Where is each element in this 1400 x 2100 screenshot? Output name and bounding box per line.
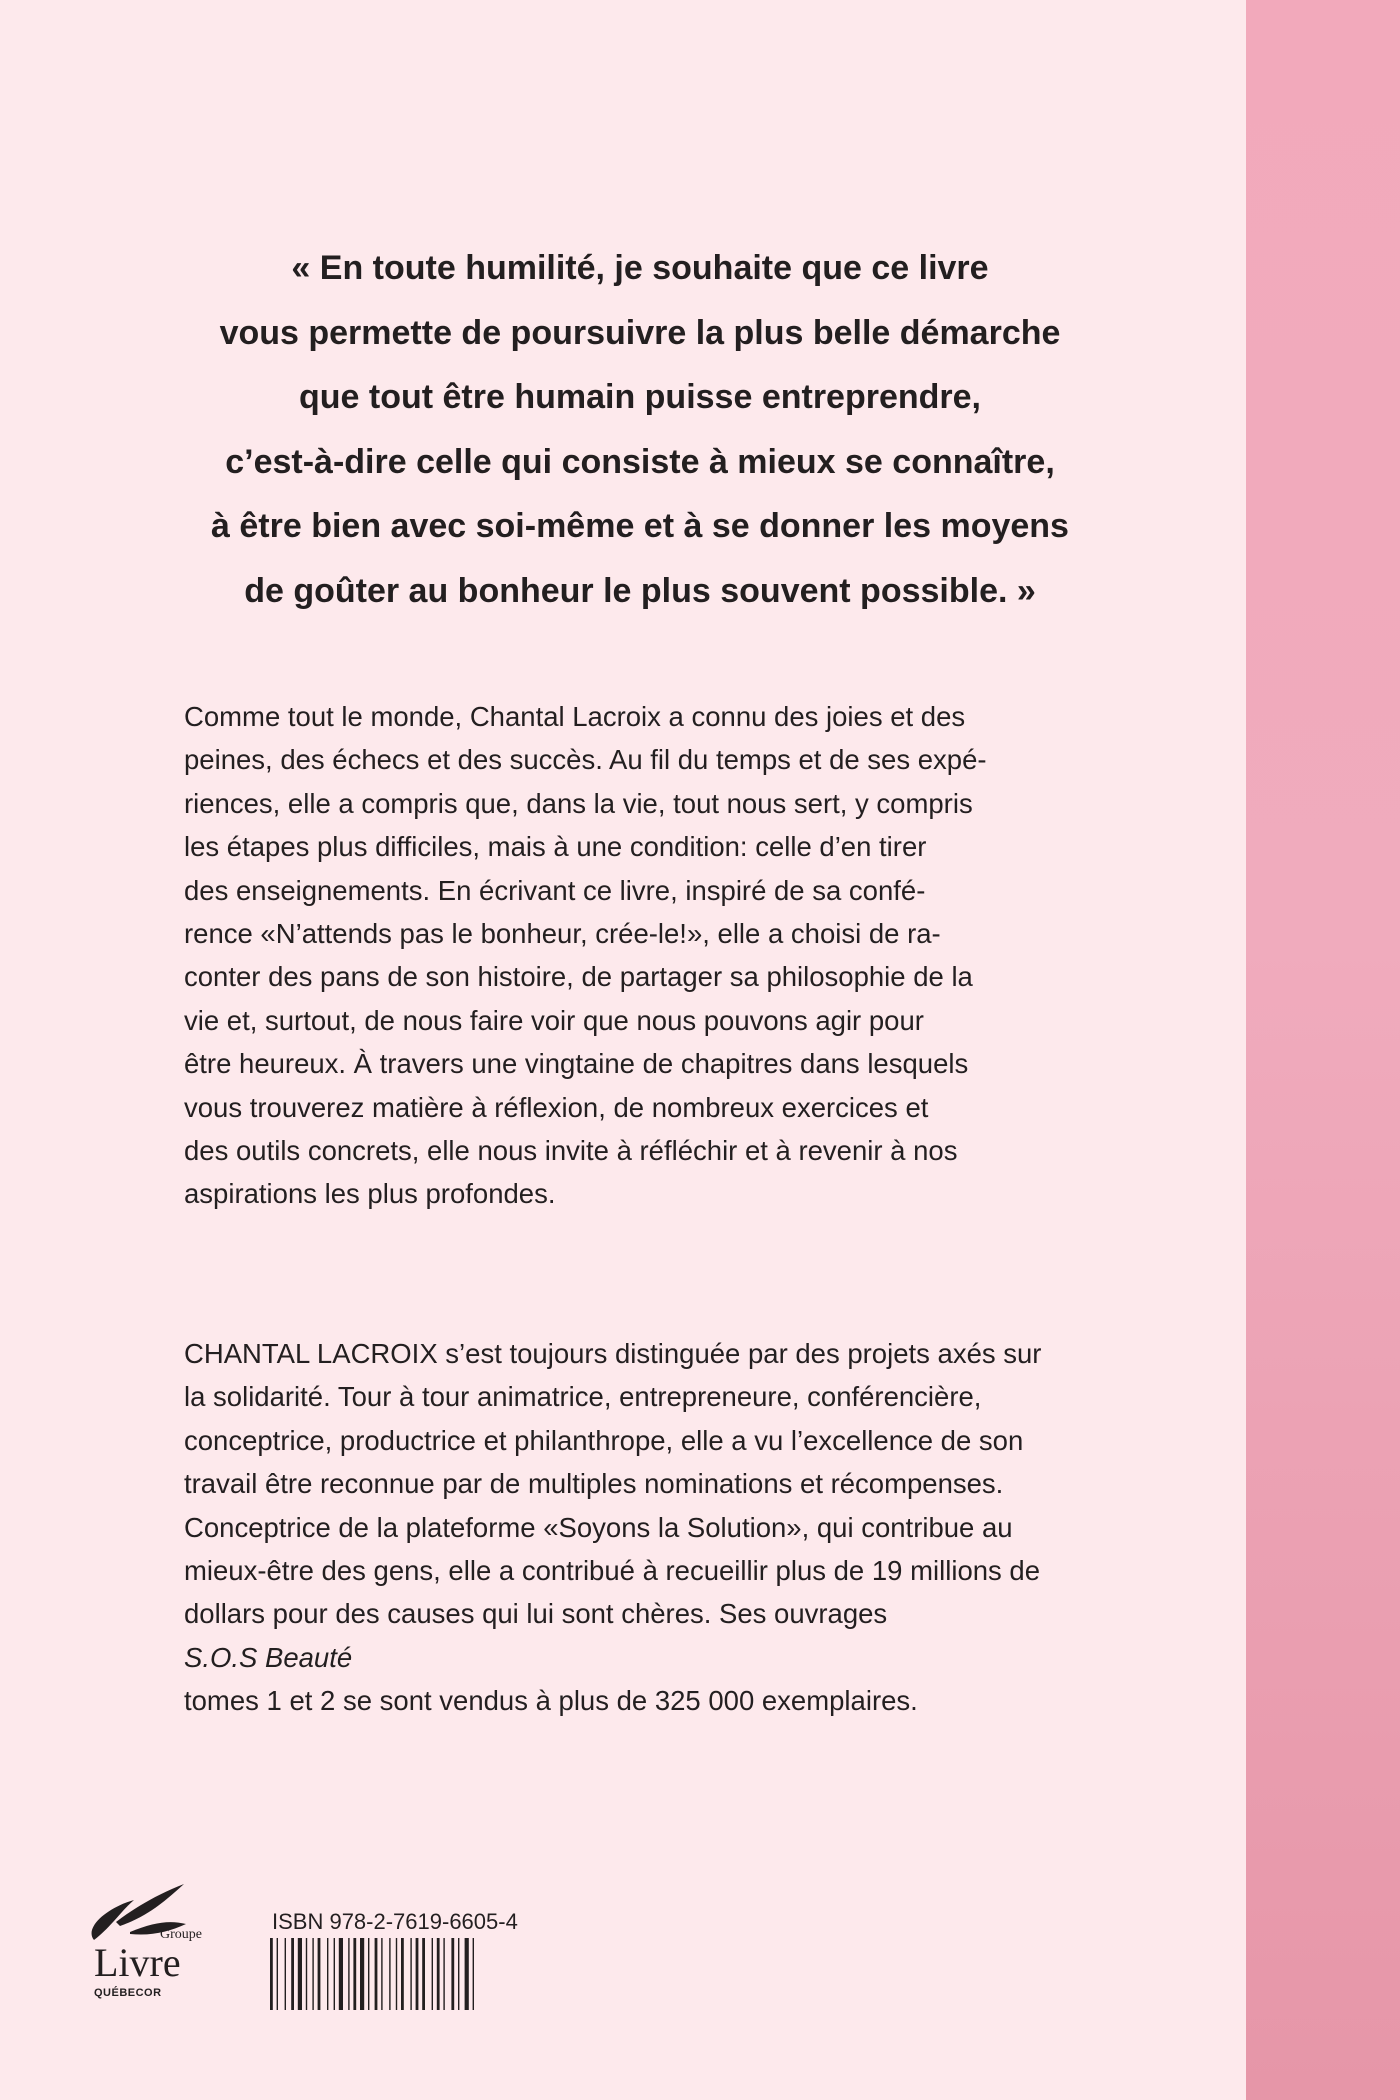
barcode-bar — [473, 1938, 474, 2010]
barcode-bar — [432, 1938, 433, 2010]
barcode-bar — [291, 1938, 294, 2010]
quote-line: à être bien avec soi-même et à se donner les moyens — [211, 507, 1069, 545]
book-summary — [184, 695, 1064, 1216]
summary-line: conter des pans de son histoire, de partager sa philosophie de la — [184, 961, 973, 993]
barcode-bar — [306, 1938, 307, 2010]
bio-line: Conceptrice de la plateforme «Soyons la Solution», qui contribue au — [184, 1511, 1013, 1543]
bio-line: la solidarité. Tour à tour animatrice, entrepreneure, conférencière, — [184, 1381, 982, 1413]
barcode-bar — [437, 1938, 440, 2010]
barcode-bar — [339, 1938, 343, 2010]
barcode-bar — [318, 1938, 321, 2010]
bio-line — [184, 1592, 1064, 1679]
barcode-bar — [270, 1938, 273, 2010]
bio-text: dollars pour des causes qui lui sont chères. Ses ouvrages — [184, 1598, 888, 1630]
barcode-bar — [381, 1938, 382, 2010]
logo-livre-text: Livre — [94, 1940, 181, 1985]
bio-line: travail être reconnue par de multiples nominations et récompenses. — [184, 1468, 1004, 1500]
barcode-bar — [410, 1938, 411, 2010]
summary-line: vous trouverez matière à réflexion, de nombreux exercices et — [184, 1091, 929, 1123]
summary-line: vie et, surtout, de nous faire voir que nous pouvons agir pour — [184, 1004, 924, 1036]
summary-line: des enseignements. En écrivant ce livre, inspiré de sa confé- — [184, 874, 926, 906]
barcode-bar — [451, 1938, 454, 2010]
summary-line: riences, elle a compris que, dans la vie, tout nous sert, y compris — [184, 787, 973, 819]
logo-group-text: Groupe — [160, 1927, 202, 1942]
barcode-bar — [348, 1938, 349, 2010]
spine-strip — [1246, 0, 1400, 2100]
quote-line: vous permette de poursuivre la plus belle démarche — [219, 313, 1061, 352]
summary-line: aspirations les plus profondes. — [184, 1178, 556, 1210]
barcode-bar — [360, 1938, 364, 2010]
barcode-bar — [465, 1938, 469, 2010]
quote-line: que tout être humain puisse entreprendre, — [298, 378, 981, 416]
barcode-bar — [312, 1938, 313, 2010]
quote-line: c’est-à-dire celle qui consiste à mieux se connaître, — [225, 442, 1055, 481]
logo-quebecor-text: QUÉBECOR — [94, 1987, 162, 1999]
barcode-icon — [270, 1938, 520, 2010]
barcode-bar — [401, 1938, 404, 2010]
pull-quote — [140, 236, 1140, 623]
barcode-bar — [396, 1938, 397, 2010]
bio-line: CHANTAL LACROIX s’est toujours distinguée par des projets axés sur — [184, 1338, 1042, 1369]
quote-line: « En toute humilité, je souhaite que ce livre — [291, 249, 989, 287]
barcode-bar — [375, 1938, 378, 2010]
barcode-bar — [353, 1938, 356, 2010]
isbn-label: ISBN 978-2-7619-6605-4 — [272, 1909, 518, 1934]
barcode-bar — [277, 1938, 278, 2010]
barcode-bar — [389, 1938, 390, 2010]
bio-line: mieux-être des gens, elle a contribué à recueillir plus de 19 millions de — [184, 1555, 1041, 1587]
barcode-bar — [368, 1938, 369, 2010]
barcode-bar — [285, 1938, 286, 2010]
barcode-bar — [416, 1938, 419, 2010]
barcode-bar — [327, 1938, 328, 2010]
publisher-logo — [64, 1878, 214, 2008]
barcode-bar — [422, 1938, 425, 2010]
summary-line: les étapes plus difficiles, mais à une condition: celle d’en tirer — [184, 831, 927, 863]
barcode-bar — [298, 1938, 302, 2010]
summary-line: rence «N’attends pas le bonheur, crée-le!», elle a choisi de ra- — [184, 918, 941, 950]
book-title-italic: S.O.S Beauté — [184, 1641, 353, 1673]
quote-line: de goûter au bonheur le plus souvent possible. » — [244, 571, 1036, 610]
author-bio — [184, 1332, 1064, 1723]
barcode-bar — [458, 1938, 459, 2010]
barcode-bar — [334, 1938, 335, 2010]
summary-line: peines, des échecs et des succès. Au fil du temps et de ses expé- — [184, 744, 987, 776]
bio-line: conceptrice, productrice et philanthrope, elle a vu l’excellence de son — [184, 1424, 1024, 1456]
summary-line: des outils concrets, elle nous invite à réfléchir et à revenir à nos — [184, 1135, 958, 1167]
bio-line: tomes 1 et 2 se sont vendus à plus de 325 000 exemplaires. — [184, 1685, 918, 1717]
barcode-bar — [443, 1938, 444, 2010]
summary-line: Comme tout le monde, Chantal Lacroix a connu des joies et des — [184, 701, 966, 732]
summary-line: être heureux. À travers une vingtaine de chapitres dans lesquels — [184, 1048, 969, 1080]
